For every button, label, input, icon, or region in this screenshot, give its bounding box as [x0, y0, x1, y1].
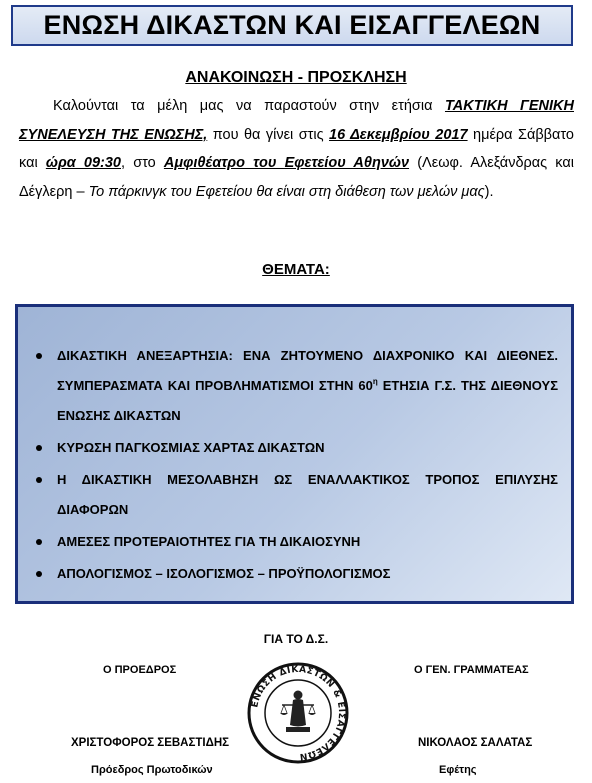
parking-note: Το πάρκινγκ του Εφετείου θα είναι στη διάθεση των μελών μας — [88, 183, 485, 200]
president-name: ΧΡΙΣΤΟΦΟΡΟΣ ΣΕΒΑΣΤΙΔΗΣ — [71, 737, 230, 749]
bullet-icon — [36, 445, 42, 451]
intro-text-1: Καλούνται τα μέλη μας να παραστούν στην ετήσια — [53, 98, 445, 114]
bullet-icon — [36, 571, 42, 577]
topics-list — [32, 341, 558, 589]
topic-item — [32, 433, 558, 463]
association-seal-icon — [246, 661, 350, 765]
meeting-venue: Αμφιθέατρο του Εφετείου Αθηνών — [163, 155, 410, 171]
topic-item — [32, 527, 558, 557]
secretary-name: ΝΙΚΟΛΑΟΣ ΣΑΛΑΤΑΣ — [418, 737, 533, 749]
seal-text: ΕΝΩΣΗ ΔΙΚΑΣΤΩΝ & ΕΙΣΑΓΓΕΛΕΩΝ — [250, 664, 347, 762]
meeting-date: 16 Δεκεμβρίου 2017 — [329, 126, 468, 143]
announcement-body — [19, 92, 574, 206]
topic-1-text-a: ΔΙΚΑΣΤΙΚΗ ΑΝΕΞΑΡΤΗΣΙΑ: ΕΝΑ ΖΗΤΟΥΜΕΝΟ ΔΙΑΧΡΟΝΙΚΟ ΚΑΙ ΔΙΕΘΝΕΣ. ΣΥΜΠΕΡΑΣΜΑΤΑ ΚΑΙ ΠΡΟΒΛΗΜΑΤΙΣΜΟΙ ΣΤΗΝ 60 — [57, 348, 558, 393]
intro-text-2: που θα γίνει στις — [207, 126, 330, 143]
header-title: ΕΝΩΣΗ ΔΙΚΑΣΤΩΝ ΚΑΙ ΕΙΣΑΓΓΕΛΕΩΝ — [43, 10, 541, 40]
topics-title: ΘΕΜΑΤΑ: — [262, 261, 330, 278]
venue-address: (Λεωφ. Αλεξάνδρας και Δέγλερη – — [19, 155, 574, 200]
topic-5-text: ΑΠΟΛΟΓΙΣΜΟΣ – ΙΣΟΛΟΓΙΣΜΟΣ – ΠΡΟΫΠΟΛΟΓΙΣΜΟΣ — [57, 566, 391, 581]
meeting-time: ώρα 09:30 — [45, 155, 121, 171]
president-role: Πρόεδρος Πρωτοδικών — [91, 764, 213, 776]
topic-1-text-b: ΕΤΗΣΙΑ Γ.Σ. ΤΗΣ ΔΙΕΘΝΟΥΣ ΕΝΩΣΗΣ ΔΙΚΑΣΤΩΝ — [57, 378, 558, 423]
topic-item — [32, 465, 558, 525]
meeting-name: ΤΑΚΤΙΚΗ ΓΕΝΙΚΗ ΣΥΝΕΛΕΥΣΗ ΤΗΣ ΕΝΩΣΗΣ, — [19, 98, 574, 143]
topic-3-text: Η ΔΙΚΑΣΤΙΚΗ ΜΕΣΟΛΑΒΗΣΗ ΩΣ ΕΝΑΛΛΑΚΤΙΚΟΣ ΤΡΟΠΟΣ ΕΠΙΛΥΣΗΣ ΔΙΑΦΟΡΩΝ — [57, 472, 558, 517]
intro-text-4: , στο — [121, 155, 164, 171]
topic-4-text: ΑΜΕΣΕΣ ΠΡΟΤΕΡΑΙΟΤΗΤΕΣ ΓΙΑ ΤΗ ΔΙΚΑΙΟΣΥΝΗ — [57, 534, 361, 549]
topics-box — [15, 304, 574, 604]
board-label: ΓΙΑ ΤΟ Δ.Σ. — [263, 632, 329, 646]
topic-item — [32, 341, 558, 431]
intro-text-5: ). — [484, 183, 494, 200]
document-header — [11, 5, 573, 46]
announcement-title: ΑΝΑΚΟΙΝΩΣΗ - ΠΡΟΣΚΛΗΣΗ — [185, 69, 407, 86]
topic-1-sup: η — [372, 377, 378, 386]
secretary-title: Ο ΓΕΝ. ΓΡΑΜΜΑΤΕΑΣ — [414, 664, 529, 676]
bullet-icon — [36, 539, 42, 545]
president-title: Ο ΠΡΟΕΔΡΟΣ — [103, 664, 177, 676]
intro-text-3: ημέρα Σάββατο και — [19, 126, 574, 171]
bullet-icon — [36, 353, 42, 359]
topic-item — [32, 559, 558, 589]
bullet-icon — [36, 477, 42, 483]
secretary-role: Εφέτης — [439, 764, 477, 776]
topic-2-text: ΚΥΡΩΣΗ ΠΑΓΚΟΣΜΙΑΣ ΧΑΡΤΑΣ ΔΙΚΑΣΤΩΝ — [57, 440, 325, 455]
